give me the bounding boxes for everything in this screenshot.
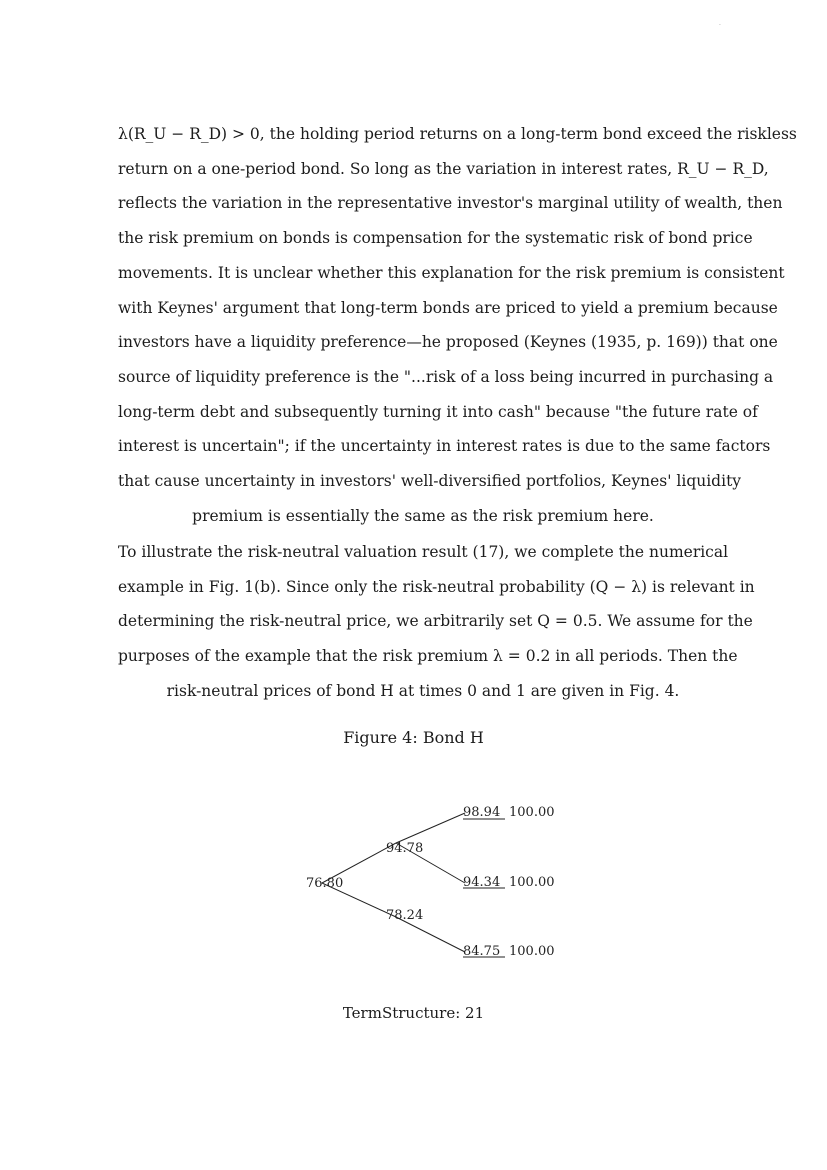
text-line: investors have a liquidity preference—he proposed (Keynes (1935, p. 169)) that one (118, 333, 778, 352)
paragraph-2 (118, 535, 755, 709)
text-line: premium is essentially the same as the risk premium here. (192, 506, 654, 525)
text-line: reflects the variation in the representative investor's marginal utility of wealth, then (118, 194, 783, 213)
binomial-tree (300, 795, 570, 969)
text-line: return on a one-period bond. So long as the variation in interest rates, R_U − R_D, (118, 159, 769, 178)
text-line: movements. It is unclear whether this explanation for the risk premium is consistent (118, 263, 785, 282)
figure-title: Figure 4: Bond H (343, 728, 484, 747)
page-footer: TermStructure: 21 (342, 1004, 485, 1022)
tree-diagram (300, 795, 570, 965)
node-ud: 94.34 (463, 875, 501, 890)
node-uu-final: 100.00 (509, 805, 555, 820)
text-line: determining the risk-neutral price, we arbitrarily set Q = 0.5. We assume for the (118, 612, 753, 631)
edge-up-uu (396, 813, 465, 843)
text-line: long-term debt and subsequently turning it into cash" because "the future rate of (118, 402, 758, 421)
text-line: with Keynes' argument that long-term bonds are priced to yield a premium because (118, 298, 778, 317)
text-line: example in Fig. 1(b). Since only the risk-neutral probability (Q − λ) is relevant in (118, 577, 755, 596)
text-line: interest is uncertain"; if the uncertainty in interest rates is due to the same factors (118, 437, 771, 456)
text-line: the risk premium on bonds is compensation for the systematic risk of bond price (118, 229, 753, 248)
node-ud-final: 100.00 (509, 875, 555, 890)
text-line: λ(R_U − R_D) > 0, the holding period returns on a long-term bond exceed the riskless (118, 125, 797, 143)
node-down: 78.24 (386, 908, 424, 923)
text-line: that cause uncertainty in investors' well-diversified portfolios, Keynes' liquidity (118, 472, 742, 491)
node-dd: 84.75 (463, 944, 501, 959)
paragraph-1 (118, 117, 797, 533)
node-root: 76.80 (306, 876, 344, 891)
node-dd-final: 100.00 (509, 944, 555, 959)
text-line: risk-neutral prices of bond H at times 0 and 1 are given in Fig. 4. (166, 681, 680, 700)
scan-dot: · (719, 22, 721, 29)
node-uu: 98.94 (463, 805, 501, 820)
text-line: source of liquidity preference is the "...risk of a loss being incurred in purchasing a (118, 367, 774, 386)
text-line: purposes of the example that the risk premium λ = 0.2 in all periods. Then the (118, 647, 738, 666)
text-line: To illustrate the risk-neutral valuation result (17), we complete the numerical (118, 543, 729, 561)
node-up: 94.78 (386, 841, 424, 856)
